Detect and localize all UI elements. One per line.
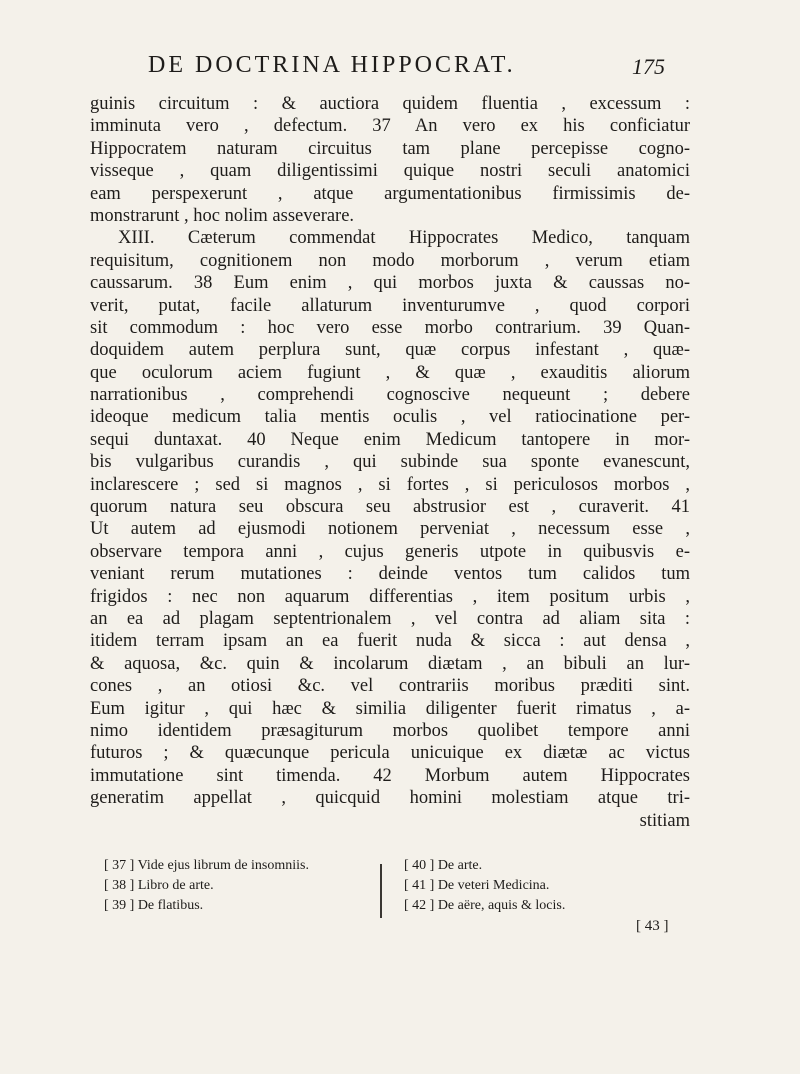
text-line: immutatione sint timenda. 42 Morbum autem Hippocrates: [90, 765, 690, 786]
text-line: guinis circuitum : & auctiora quidem fluentia , excessum :: [90, 94, 690, 114]
footnote: [ 38 ] Libro de arte.: [104, 878, 214, 893]
footnotes: [100, 856, 620, 920]
text-line: & aquosa, &c. quin & incolarum diætam , an bibuli an lur-: [90, 653, 690, 674]
text-line: eam perspexerunt , atque argumentationibus firmissimis de-: [90, 183, 690, 204]
text-line: Hippocratem naturam circuitus tam plane percepisse cogno-: [90, 138, 690, 159]
footnote: [ 40 ] De arte.: [404, 858, 483, 873]
text-line: sequi duntaxat. 40 Neque enim Medicum tantopere in mor-: [90, 429, 690, 450]
text-line: bis vulgaribus curandis , qui subinde sua sponte evanescunt,: [90, 452, 690, 473]
page-number: 175: [632, 54, 665, 79]
text-line: monstrarunt , hoc nolim asseverare.: [90, 205, 355, 226]
text-line: narrationibus , comprehendi cognoscive nequeunt ; debere: [90, 385, 690, 406]
text-line: cones , an otiosi &c. vel contrariis moribus præditi sint.: [90, 676, 690, 697]
text-line: futuros ; & quæcunque pericula unicuique ex diætæ ac victus: [90, 743, 690, 764]
footnote: [ 41 ] De veteri Medicina.: [404, 878, 550, 893]
footnotes-right-column: [404, 856, 565, 916]
text-line: doquidem autem perplura sunt, quæ corpus infestant , quæ-: [90, 340, 690, 361]
signature-mark: [ 43 ]: [636, 918, 669, 934]
text-line: veniant rerum mutationes : deinde ventos tum calidos tum: [90, 564, 690, 585]
text-line: requisitum, cognitionem non modo morborum , verum etiam: [90, 250, 690, 271]
text-line: caussarum. 38 Eum enim , qui morbos juxta & caussas no-: [90, 273, 690, 294]
text-line: imminuta vero , defectum. 37 An vero ex his conficiatur: [90, 116, 690, 137]
text-line: inclarescere ; sed si magnos , si fortes , si periculosos morbos ,: [90, 474, 690, 495]
text-line: an ea ad plagam septentrionalem , vel contra ad aliam sita :: [90, 608, 690, 629]
text-line: Eum igitur , qui hæc & similia diligenter fuerit rimatus , a-: [90, 698, 690, 719]
text-line: Ut autem ad ejusmodi notionem perveniat , necessum esse ,: [90, 519, 690, 540]
footnote: [ 42 ] De aëre, aquis & locis.: [404, 898, 566, 913]
text-line: verit, putat, facile allaturum inventurumve , quod corpori: [90, 295, 690, 316]
text-line: observare tempora anni , cujus generis utpote in quibusvis e-: [90, 541, 690, 562]
footnote: [ 37 ] Vide ejus librum de insomniis.: [104, 858, 309, 873]
text-line: nimo identidem præsagiturum morbos quolibet tempore anni: [90, 720, 690, 741]
page-header: [0, 52, 800, 86]
body-text: [90, 93, 690, 832]
text-line: que oculorum aciem fugiunt , & quæ , exauditis aliorum: [90, 362, 690, 383]
footnote: [ 39 ] De flatibus.: [104, 898, 204, 913]
footnote-divider: [380, 864, 382, 918]
text-line: visseque , quam diligentissimi quique nostri seculi anatomici: [90, 161, 690, 182]
text-line: quorum natura seu obscura seu abstrusior est , curaverit. 41: [90, 497, 690, 518]
text-line: ideoque medicum talia mentis oculis , vel ratiocinatione per-: [90, 407, 690, 428]
text-line: frigidos : nec non aquarum differentias , item positum urbis ,: [90, 586, 690, 607]
text-line: itidem terram ipsam an ea fuerit nuda & sicca : aut densa ,: [90, 631, 690, 652]
footnotes-left-column: [104, 856, 309, 916]
catchword-line: stitiam: [639, 810, 690, 831]
text-line: sit commodum : hoc vero esse morbo contrarium. 39 Quan-: [90, 317, 690, 338]
running-head: DE DOCTRINA HIPPOCRAT.: [148, 52, 516, 78]
text-line: generatim appellat , quicquid homini molestiam atque tri-: [90, 788, 690, 809]
section-start-line: XIII. Cæterum commendat Hippocrates Medico, tanquam: [118, 228, 690, 249]
